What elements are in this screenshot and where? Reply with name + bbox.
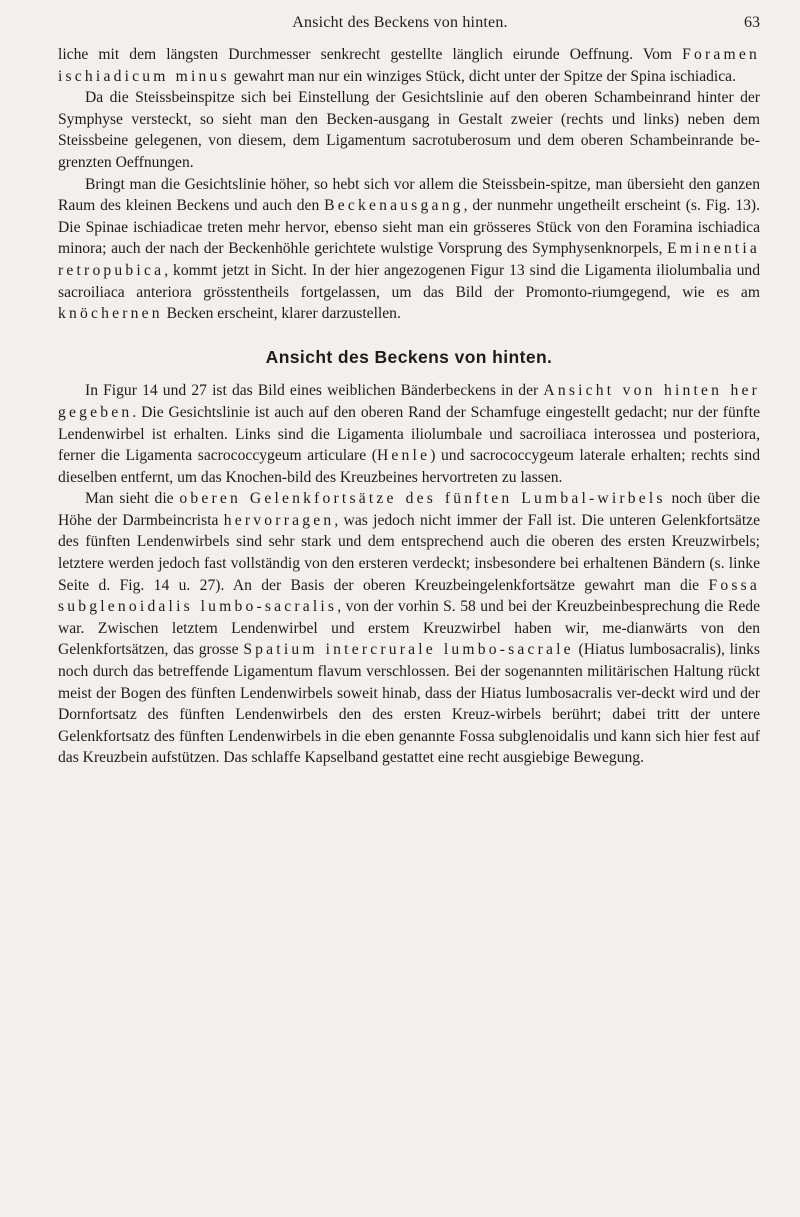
term-beckenausgang: Beckenausgang — [324, 197, 464, 215]
paragraph-1-text-b: gewahrt man nur ein winziges Stück, dicht unter der Spitze der Spina ischiadica. — [229, 67, 736, 85]
term-foramen-ischiadicum-minus: Foramen ischiadicum minus — [58, 46, 760, 85]
paragraph-4-text-c: ) und sacrococcygeum laterale erhalten; rechts sind dieselben entfernt, um das Knochen-bild des Kreuzbeines hervortreten zu lassen. — [58, 447, 761, 486]
author-henle: Henle — [376, 447, 431, 465]
term-ansicht-von-hinten: Ansicht von hinten her gegeben — [58, 382, 760, 421]
paragraph-5-text-e: (Hiatus lumbosacralis), links noch durch das betreffende Ligamentum flavum verschlossen. Bei der sogenannten militärischen Haltung rückt meist der Bogen des fünften Lendenwirbels soweit hinab, dass der Hiatus lumbosacralis ver-deckt wird und der Dornfortsatz des fünften Lendenwirbels den des ersten Kreuz-wirbels berührt; dabei tritt der untere Gelenkfortsatz des fünften Lendenwirbels in die eben genannte Fossa subglenoidalis und kann sich hier fest auf das Kreuzbein aufstützen. Das schlaffe Kapselband gestattet eine recht ausgiebige Bewegung. — [58, 641, 760, 767]
term-eminentia-retropubica: Eminentia retropubica — [58, 240, 760, 279]
term-knoechernen: knöchernen — [58, 305, 163, 323]
term-fossa-subglenoidalis: Fossa subglenoidalis lumbo-sacralis — [58, 576, 760, 616]
term-spatium-intercrurale: Spatium intercrurale lumbo-sacrale — [243, 641, 574, 659]
paragraph-1 — [58, 44, 760, 87]
page-number: 63 — [744, 14, 760, 31]
paragraph-4 — [58, 380, 760, 488]
paragraph-5-text-c: , was jedoch nicht immer der Fall ist. Die unteren Gelenkfortsätze des fünften Lendenwirbels sind sehr stark und dem entsprechend auch die oberen des ersten Kreuzwirbels; letztere werden jedoch fast vollständig von den ersteren verdeckt; insbesondere bei erhaltenen Bändern (s. linke Seite d. Fig. 14 u. 27). An der Basis der oberen Kreuzbeingelenkfortsätze gewahrt man die — [58, 511, 760, 594]
paragraph-3-text-c: , kommt jetzt in Sicht. In der hier angezogenen Figur 13 sind die Ligamenta iliolumbalia und sacroiliaca anteriora grösstentheils fortgelassen, um das Bild der Promonto-riumgegend, wie es am — [58, 261, 760, 301]
body-text — [58, 44, 760, 769]
paragraph-5 — [58, 488, 760, 769]
paragraph-2: Da die Steissbeinspitze sich bei Einstellung der Gesichtslinie auf den oberen Schambeinrand hinter der Symphyse versteckt, so sieht man den Becken-ausgang in Gestalt zweier (rechts und links) neben dem Steissbeine gelegenen, von diesem, dem Ligamentum sacrotuberosum und dem oberen Schambeinrande be-grenzten Oeffnungen. — [58, 89, 760, 171]
paragraph-5-text-a: Man sieht die — [85, 490, 180, 508]
term-hervorragen: hervorragen — [223, 511, 335, 529]
paragraph-5-text-b: noch über die Höhe der Darmbeincrista — [58, 490, 761, 529]
running-header — [0, 14, 800, 36]
paragraph-3 — [58, 174, 760, 325]
term-obere-gelenkfortsaetze: oberen Gelenkfortsätze des fünften Lumbal-wirbels — [179, 490, 666, 508]
paragraph-1-text-a: liche mit dem längsten Durchmesser senkrecht gestellte länglich eirunde Oeffnung. Vom — [58, 46, 683, 63]
section-heading: Ansicht des Beckens von hinten. — [265, 346, 553, 367]
paragraph-5-text-d: , von der vorhin S. 58 und bei der Kreuzbeinbesprechung die Rede war. Zwischen letztem Lendenwirbel und erstem Kreuzwirbel haben wir, me-dianwärts von den Gelenkfortsätzen, das grosse — [58, 598, 760, 659]
paragraph-3-text-a: Bringt man die Gesichtslinie höher, so hebt sich vor allem die Steissbein-spitze, man übersieht den ganzen Raum des kleinen Beckens und auch den — [58, 175, 760, 215]
paragraph-4-text-a: In Figur 14 und 27 ist das Bild eines weiblichen Bänderbeckens in der — [85, 382, 544, 400]
paragraph-4-text-b: . Die Gesichtslinie ist auch auf den oberen Rand der Schamfuge eingestellt gedacht; nur der fünfte Lendenwirbel ist erhalten. Links sind die Ligamenta iliolumbale und sacroiliaca interossea und posteriora, ferner die Ligamenta sacrococcygeum articulare ( — [58, 403, 760, 465]
running-title: Ansicht des Beckens von hinten. — [292, 14, 508, 31]
paragraph-3-text-b: , der nunmehr ungetheilt erscheint (s. Fig. 13). Die Spinae ischiadicae treten mehr hervor, ebenso sieht man ein grösseres Stück von den Foramina ischiadica minora; auch der nach der Beckenhöhle gerichtete wulstige Vorsprung des Symphysenknorpels, — [58, 197, 760, 258]
paragraph-3-text-d: Becken erscheint, klarer darzustellen. — [162, 305, 401, 323]
